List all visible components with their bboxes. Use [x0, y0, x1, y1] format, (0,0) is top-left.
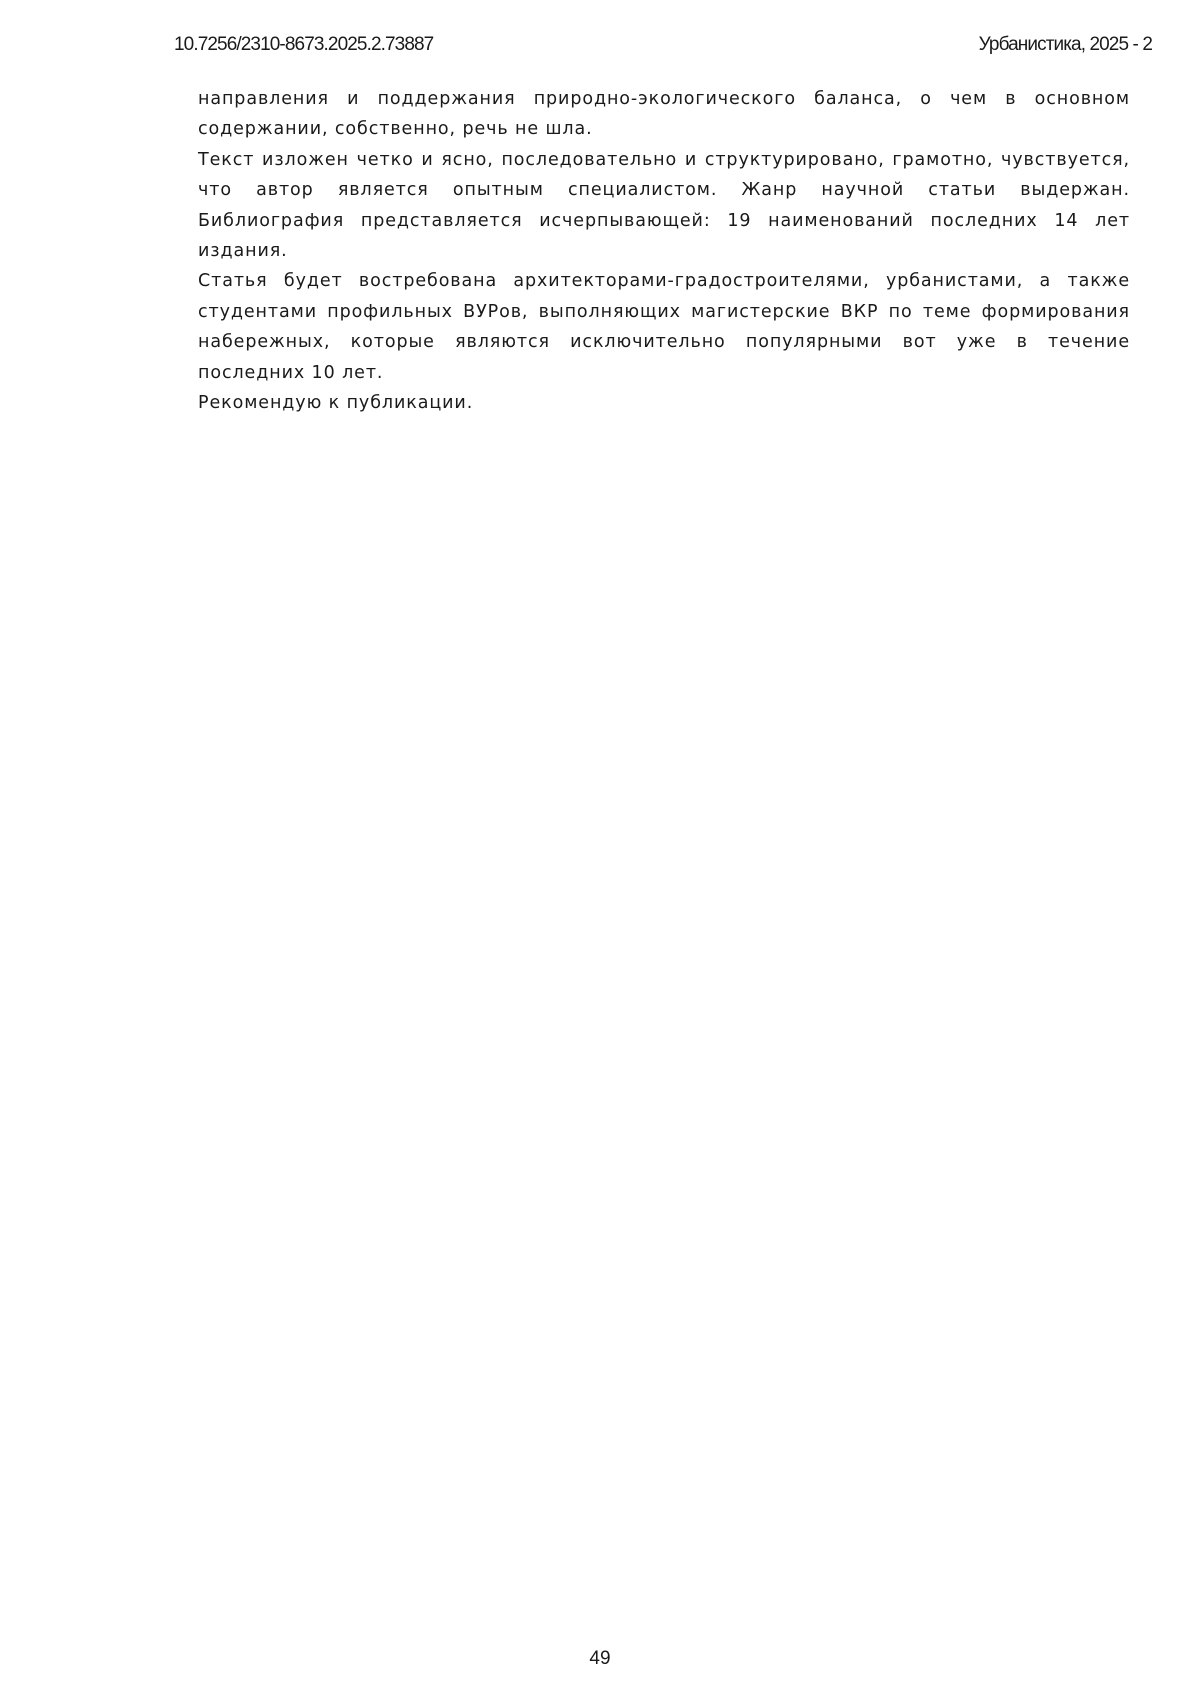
paragraph: Статья будет востребована архитекторами-градостроителями, урбанистами, а также студентами профильных ВУРов, выполняющих магистерские ВКР по теме формирования набережных, которые являются исключительно популярными вот уже в течение последних 10 лет.	[198, 271, 1130, 383]
journal-issue: Урбанистика, 2025 - 2	[978, 34, 1152, 55]
page-number: 49	[589, 1648, 611, 1669]
body-text	[198, 84, 1130, 418]
doi-text: 10.7256/2310-8673.2025.2.73887	[174, 34, 434, 55]
paragraph: направления и поддержания природно-экологического баланса, о чем в основном содержании, собственно, речь не шла.	[198, 89, 1130, 140]
page-header	[174, 34, 1152, 62]
paragraph: Рекомендую к публикации.	[198, 393, 474, 414]
paragraph: Текст изложен четко и ясно, последовательно и структурировано, грамотно, чувствуется, что автор является опытным специалистом. Жанр научной статьи выдержан. Библиография представляется исчерпывающей: 19 наименований последних 14 лет издания.	[198, 149, 1130, 262]
